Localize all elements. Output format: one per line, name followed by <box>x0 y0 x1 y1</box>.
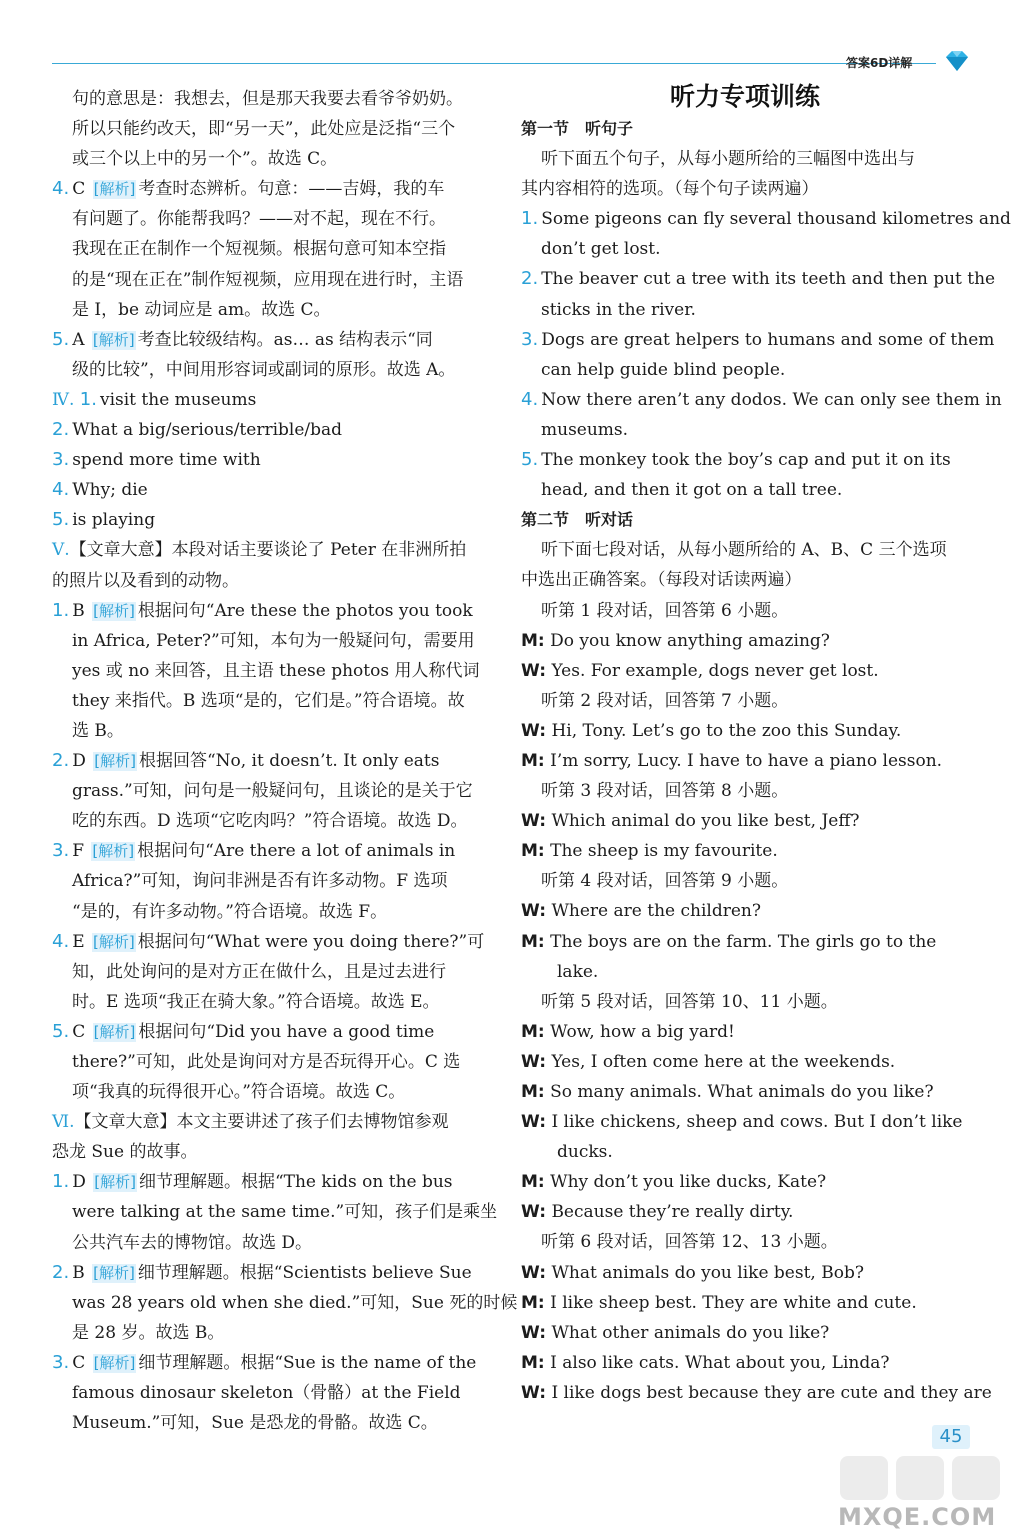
item-text: 根据问句“What were you doing there?”可 <box>137 931 485 952</box>
text-line: 听下面五个句子，从每小题所给的三幅图中选出与 <box>541 149 915 170</box>
item-text: The beaver cut a tree with its teeth and then put the <box>541 269 996 290</box>
item-text: 【文章大意】本文主要讲述了孩子们去博物馆参观 <box>74 1112 449 1133</box>
text-line: head, and then it got on a tall tree. <box>541 480 843 501</box>
text-line: 听第 4 段对话，回答第 9 小题。 <box>541 871 789 892</box>
dialogue-line <box>521 1288 969 1318</box>
part-numeral: Ⅳ. <box>52 389 75 410</box>
item-number: 1. <box>52 1171 70 1193</box>
dialogue-text: Hi, Tony. Let’s go to the zoo this Sunday. <box>551 720 902 741</box>
text-line: 选 B。 <box>72 720 124 741</box>
text-line: in Africa, Peter?”可知，本句为一般疑问句，需要用 <box>72 630 475 651</box>
item-text: 根据问句“Did you have a good time <box>138 1021 435 1042</box>
item-text: spend more time with <box>72 450 261 471</box>
text-line: grass.”可知，问句是一般疑问句，且谈论的是关于它 <box>72 781 473 802</box>
speaker-label: W: <box>521 1202 547 1223</box>
left-column <box>52 84 518 1438</box>
item-number: 2. <box>52 750 70 772</box>
numbered-item <box>52 174 498 204</box>
text-line: sticks in the river. <box>541 299 696 320</box>
answer-letter: E <box>72 931 85 952</box>
item-text: The monkey took the boy’s cap and put it on its <box>541 450 951 471</box>
item-text: 细节理解题。根据“The kids on the bus <box>138 1172 453 1193</box>
header-label: 答案6D详解 <box>846 56 913 70</box>
analysis-tag: [解析] <box>94 752 136 771</box>
item-number: 1. <box>79 388 97 410</box>
numbered-item <box>521 204 1011 234</box>
numbered-item <box>52 475 498 505</box>
right-column <box>521 82 1011 1408</box>
section-heading: 第二节 听对话 <box>521 510 634 530</box>
item-text: 根据问句“Are there a lot of animals in <box>137 841 456 862</box>
text-line: 的照片以及看到的动物。 <box>52 570 239 591</box>
dialogue-line <box>521 1318 969 1348</box>
dialogue-line <box>521 1077 969 1107</box>
item-number: 5. <box>52 509 70 531</box>
text-line: 级的比较”，中间用形容词或副词的原形。故选 A。 <box>72 359 456 380</box>
part-heading-line <box>52 535 498 565</box>
text-line: 听第 6 段对话，回答第 12、13 小题。 <box>541 1232 838 1253</box>
text-line: “是的，有许多动物。”符合语境。故选 F。 <box>72 901 388 922</box>
part-numeral: Ⅵ. <box>52 1112 75 1133</box>
part-heading-line <box>52 385 498 415</box>
dialogue-text: ducks. <box>557 1142 613 1163</box>
speaker-label: M: <box>521 630 545 651</box>
speaker-label: M: <box>521 1352 545 1373</box>
text-line: 或三个以上中的另一个”。故选 C。 <box>72 149 338 170</box>
dialogue-text: The boys are on the farm. The girls go to the <box>550 931 937 952</box>
dialogue-text: Yes. For example, dogs never get lost. <box>551 660 879 681</box>
item-text: is playing <box>72 510 156 531</box>
speaker-label: M: <box>521 931 545 952</box>
dialogue-line <box>521 1378 992 1408</box>
dialogue-line <box>521 656 969 686</box>
answer-letter: F <box>72 841 84 862</box>
dialogue-line <box>521 896 969 926</box>
page-number: 45 <box>932 1425 970 1449</box>
text-line: 听第 1 段对话，回答第 6 小题。 <box>541 600 789 621</box>
speaker-label: W: <box>521 660 547 681</box>
speaker-label: M: <box>521 1292 545 1313</box>
speaker-label: W: <box>521 1112 547 1133</box>
item-text: 细节理解题。根据“Scientists believe Sue <box>137 1262 472 1283</box>
text-line: were talking at the same time.”可知，孩子们是乘坐 <box>72 1202 498 1223</box>
text-line: 恐龙 Sue 的故事。 <box>52 1142 198 1163</box>
answer-letter: C <box>72 1352 86 1373</box>
section-heading: 第一节 听句子 <box>521 119 634 138</box>
dialogue-text: I like chickens, sheep and cows. But I don’t like <box>551 1112 963 1133</box>
numbered-item <box>52 1348 498 1378</box>
item-text: 根据回答“No, it doesn’t. It only eats <box>138 751 440 772</box>
answer-letter: B <box>72 1262 85 1283</box>
answer-letter: D <box>72 1172 86 1193</box>
numbered-item <box>521 325 995 355</box>
text-line: museums. <box>541 419 629 440</box>
dialogue-line <box>521 626 969 656</box>
analysis-tag: [解析] <box>93 1263 135 1282</box>
dialogue-text: Yes, I often come here at the weekends. <box>551 1051 896 1072</box>
numbered-item <box>52 927 498 957</box>
item-text: Dogs are great helpers to humans and some of them <box>541 329 995 350</box>
numbered-item <box>52 445 498 475</box>
text-line: they 来指代。B 选项“是的，它们是。”符合语境。故 <box>72 690 465 711</box>
item-number: 4. <box>52 479 70 501</box>
dialogue-text: Why don’t you like ducks, Kate? <box>550 1172 827 1193</box>
dialogue-line <box>521 1197 969 1227</box>
dialogue-line <box>521 1107 969 1137</box>
analysis-tag: [解析] <box>92 330 135 349</box>
answer-letter: A <box>72 329 85 350</box>
text-line: 公共汽车去的博物馆。故选 D。 <box>72 1232 313 1253</box>
watermark-text: MXQE.COM <box>838 1503 997 1531</box>
speaker-label: W: <box>521 720 547 741</box>
text-line: there?”可知，此处是询问对方是否玩得开心。C 选 <box>72 1052 461 1072</box>
text-line: was 28 years old when she died.”可知，Sue 死的时候 <box>72 1292 518 1313</box>
section-title: 听力专项训练 <box>669 82 820 111</box>
dialogue-text: I’m sorry, Lucy. I have to have a piano lesson. <box>550 750 943 771</box>
text-line: 听下面七段对话，从每小题所给的 A、B、C 三个选项 <box>541 540 947 561</box>
text-line: Museum.”可知，Sue 是恐龙的骨骼。故选 C。 <box>72 1413 438 1434</box>
dialogue-text: Do you know anything amazing? <box>550 630 830 651</box>
numbered-item <box>52 325 498 355</box>
analysis-tag: [解析] <box>93 1353 136 1372</box>
analysis-tag: [解析] <box>93 932 135 951</box>
dialogue-text: I like dogs best because they are cute and they are <box>551 1382 992 1403</box>
numbered-item <box>521 385 1002 415</box>
item-number: 1. <box>52 599 70 621</box>
dialogue-line <box>521 716 969 746</box>
numbered-item <box>52 1167 498 1197</box>
item-number: 1. <box>521 208 539 230</box>
text-line: famous dinosaur skeleton（骨骼）at the Field <box>72 1383 461 1404</box>
text-line: can help guide blind people. <box>541 359 786 380</box>
dialogue-line <box>521 1167 969 1197</box>
answer-letter: D <box>72 751 86 772</box>
numbered-item <box>52 836 498 866</box>
speaker-label: M: <box>521 1021 545 1042</box>
dialogue-text: I also like cats. What about you, Linda? <box>550 1352 890 1373</box>
text-line: 的是“现在正在”制作短视频，应用现在进行时，主语 <box>72 269 464 290</box>
text-line: 有问题了。你能帮我吗？——对不起，现在不行。 <box>72 209 446 230</box>
text-line: 我现在正在制作一个短视频。根据句意可知本空指 <box>72 239 446 260</box>
item-number: 3. <box>52 1351 70 1373</box>
item-text: Why; die <box>72 480 148 501</box>
analysis-tag: [解析] <box>92 842 135 861</box>
numbered-item <box>52 1258 498 1288</box>
dialogue-text: I like sheep best. They are white and cute. <box>550 1292 917 1313</box>
item-number: 2. <box>52 419 70 441</box>
dialogue-line <box>521 1258 969 1288</box>
item-number: 4. <box>52 930 70 952</box>
speaker-label: M: <box>521 1082 545 1102</box>
speaker-label: M: <box>521 841 545 862</box>
numbered-item <box>52 746 498 776</box>
item-number: 2. <box>52 1261 70 1283</box>
text-line: 项“我真的玩得很开心。”符合语境。故选 C。 <box>72 1082 406 1103</box>
dialogue-continuation <box>521 1137 969 1167</box>
item-number: 2. <box>521 268 539 290</box>
speaker-label: W: <box>521 901 547 922</box>
speaker-label: W: <box>521 1322 547 1343</box>
item-number: 5. <box>521 449 539 471</box>
analysis-tag: [解析] <box>94 1173 136 1192</box>
item-text: What a big/serious/terrible/bad <box>72 420 343 441</box>
text-line: 是 28 岁。故选 B。 <box>72 1322 225 1343</box>
dialogue-line <box>521 1047 969 1077</box>
text-line: 吃的东西。D 选项“它吃肉吗？”符合语境。故选 D。 <box>72 811 468 832</box>
speaker-label: W: <box>521 1262 547 1283</box>
item-number: 3. <box>521 328 539 350</box>
text-line: 其内容相符的选项。（每个句子读两遍） <box>521 179 819 200</box>
item-text: Some pigeons can fly several thousand kilometres and <box>541 209 1011 230</box>
analysis-tag: [解析] <box>93 180 136 199</box>
item-text: 考查比较级结构。as… as 结构表示“同 <box>137 329 433 350</box>
item-number: 5. <box>52 1020 70 1042</box>
dialogue-line <box>521 746 969 776</box>
part-numeral: Ⅴ. <box>52 540 70 561</box>
text-line: Africa?”可知，询问非洲是否有许多动物。F 选项 <box>72 871 448 892</box>
item-number: 4. <box>52 178 70 200</box>
numbered-item <box>52 1017 498 1047</box>
dialogue-continuation <box>521 957 969 987</box>
text-line: 所以只能约改天，即“另一天”，此处应是泛指“三个 <box>72 119 456 140</box>
numbered-item <box>52 505 498 535</box>
text-line: 时。E 选项“我正在骑大象。”符合语境。故选 E。 <box>72 991 440 1012</box>
text-line: 听第 2 段对话，回答第 7 小题。 <box>541 690 789 711</box>
numbered-item <box>52 596 498 626</box>
dialogue-line <box>521 1348 969 1378</box>
dialogue-text: Because they’re really dirty. <box>551 1202 794 1223</box>
dialogue-text: lake. <box>557 961 599 982</box>
item-number: 4. <box>521 388 539 410</box>
speaker-label: W: <box>521 811 547 832</box>
numbered-item <box>521 264 996 294</box>
answer-letter: C <box>72 179 86 200</box>
numbered-item <box>52 415 498 445</box>
dialogue-text: Wow, how a big yard! <box>550 1021 735 1042</box>
item-text: 细节理解题。根据“Sue is the name of the <box>138 1352 477 1373</box>
dialogue-line <box>521 1017 969 1047</box>
item-text: 考查时态辨析。句意：——吉姆，我的车 <box>138 179 445 200</box>
text-line: 句的意思是：我想去，但是那天我要去看爷爷奶奶。 <box>72 89 463 109</box>
text-line: yes 或 no 来回答，且主语 these photos 用人称代词 <box>72 660 480 681</box>
speaker-label: M: <box>521 750 545 771</box>
dialogue-text: What other animals do you like? <box>551 1322 830 1343</box>
speaker-label: W: <box>521 1051 547 1072</box>
numbered-item <box>521 445 969 475</box>
speaker-label: M: <box>521 1172 545 1193</box>
dialogue-text: Where are the children? <box>551 901 761 922</box>
part-heading-line <box>52 1107 498 1137</box>
diamond-icon <box>942 49 972 73</box>
header-rule <box>52 63 936 64</box>
dialogue-line <box>521 927 969 957</box>
text-line: don’t get lost. <box>541 239 661 260</box>
item-text: 根据问句“Are these the photos you took <box>137 600 473 621</box>
text-line: 中选出正确答案。（每段对话读两遍） <box>521 570 802 591</box>
dialogue-text: So many animals. What animals do you like? <box>550 1082 934 1102</box>
text-line: 是 I，be 动词应是 am。故选 C。 <box>72 299 331 320</box>
analysis-tag: [解析] <box>93 601 135 620</box>
text-line: 听第 5 段对话，回答第 10、11 小题。 <box>541 991 838 1012</box>
answer-letter: C <box>72 1021 86 1042</box>
speaker-label: W: <box>521 1382 547 1403</box>
analysis-tag: [解析] <box>93 1022 136 1041</box>
item-number: 5. <box>52 328 70 350</box>
item-text: visit the museums <box>99 389 257 410</box>
item-text: Now there aren’t any dodos. We can only see them in <box>541 389 1002 410</box>
item-number: 3. <box>52 449 70 471</box>
text-line: 听第 3 段对话，回答第 8 小题。 <box>541 781 789 802</box>
dialogue-text: Which animal do you like best, Jeff? <box>551 811 860 832</box>
answer-letter: B <box>72 600 85 621</box>
item-number: 3. <box>52 840 70 862</box>
item-text: 【文章大意】本段对话主要谈论了 Peter 在非洲所拍 <box>69 540 467 561</box>
text-line: 知，此处询问的是对方正在做什么，且是过去进行 <box>72 961 446 982</box>
dialogue-text: The sheep is my favourite. <box>550 841 778 862</box>
dialogue-text: What animals do you like best, Bob? <box>551 1262 864 1283</box>
dialogue-line <box>521 806 969 836</box>
dialogue-line <box>521 836 969 866</box>
